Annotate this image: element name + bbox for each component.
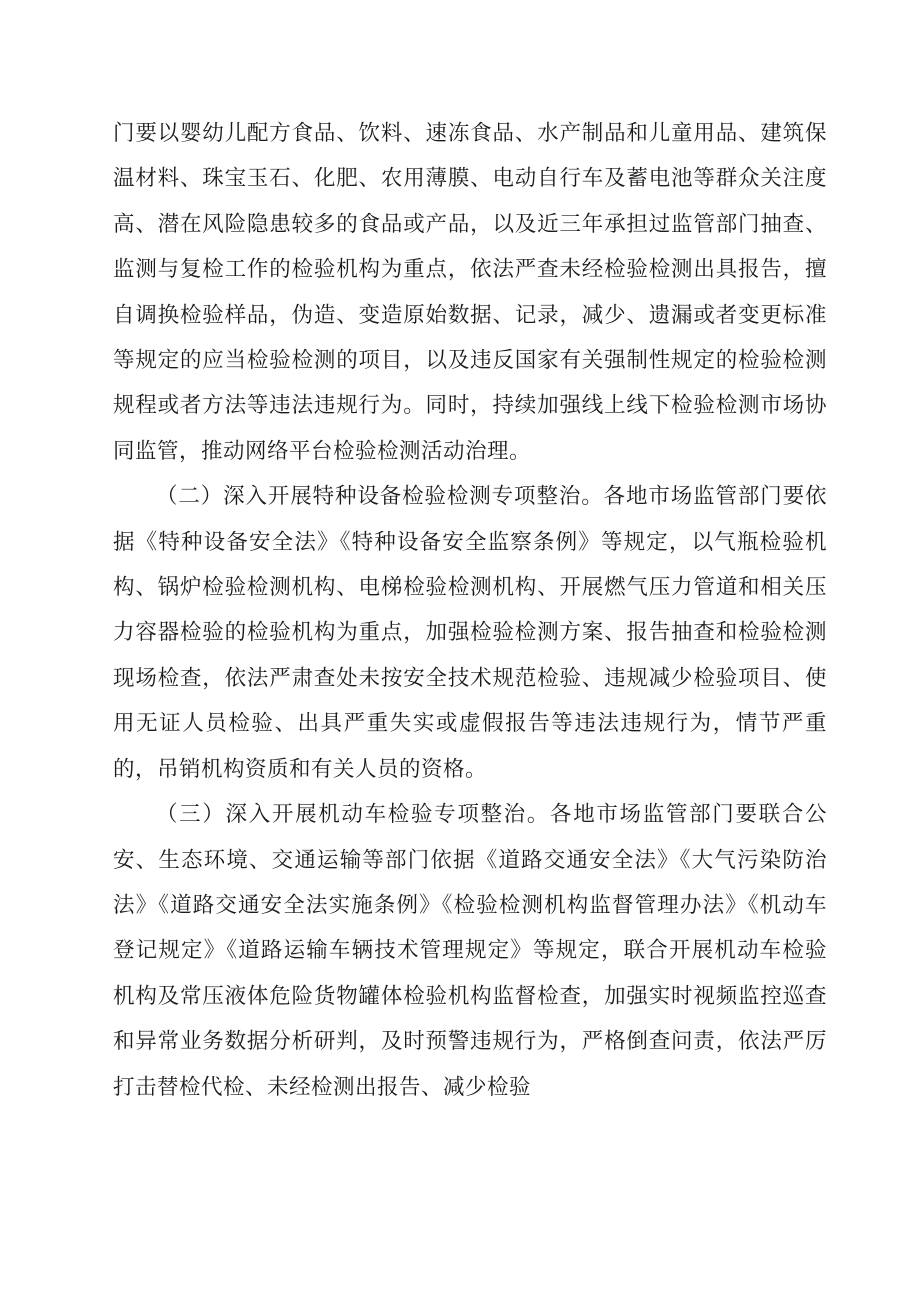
paragraph-motor-vehicle: （三）深入开展机动车检验专项整治。各地市场监管部门要联合公安、生态环境、交通运输等部门依据《道路交通安全法》《大气污染防治法》《道路交通安全法实施条例》《检验检测机构监督管理办法》《机动车登记规定》《道路运输车辆技术管理规定》等规定，联合开展机动车检验机构及常压液体危险货物罐体检验机构监督检查，加强实时视频监控巡查和异常业务数据分析研判，及时预警违规行为，严格倒查问责，依法严厉打击替检代检、未经检测出报告、减少检验 [113, 802, 827, 1100]
paragraph-special-equipment: （二）深入开展特种设备检验检测专项整治。各地市场监管部门要依据《特种设备安全法》《特种设备安全监察条例》等规定，以气瓶检验机构、锅炉检验检测机构、电梯检验检测机构、开展燃气压力管道和相关压力容器检验的检验机构为重点，加强检验检测方案、报告抽查和检验检测现场检查，依法严肃查处未按安全技术规范检验、违规减少检验项目、使用无证人员检验、出具严重失实或虚假报告等违法违规行为，情节严重的，吊销机构资质和有关人员的资格。 [113, 484, 827, 782]
document-body [113, 111, 827, 1110]
paragraph-continued: 门要以婴幼儿配方食品、饮料、速冻食品、水产制品和儿童用品、建筑保温材料、珠宝玉石、化肥、农用薄膜、电动自行车及蓄电池等群众关注度高、潜在风险隐患较多的食品或产品，以及近三年承担过监管部门抽查、监测与复检工作的检验机构为重点，依法严查未经检验检测出具报告，擅自调换检验样品，伪造、变造原始数据、记录，减少、遗漏或者变更标准等规定的应当检验检测的项目，以及违反国家有关强制性规定的检验检测规程或者方法等违法违规行为。同时，持续加强线上线下检验检测市场协同监管，推动网络平台检验检测活动治理。 [113, 121, 827, 464]
